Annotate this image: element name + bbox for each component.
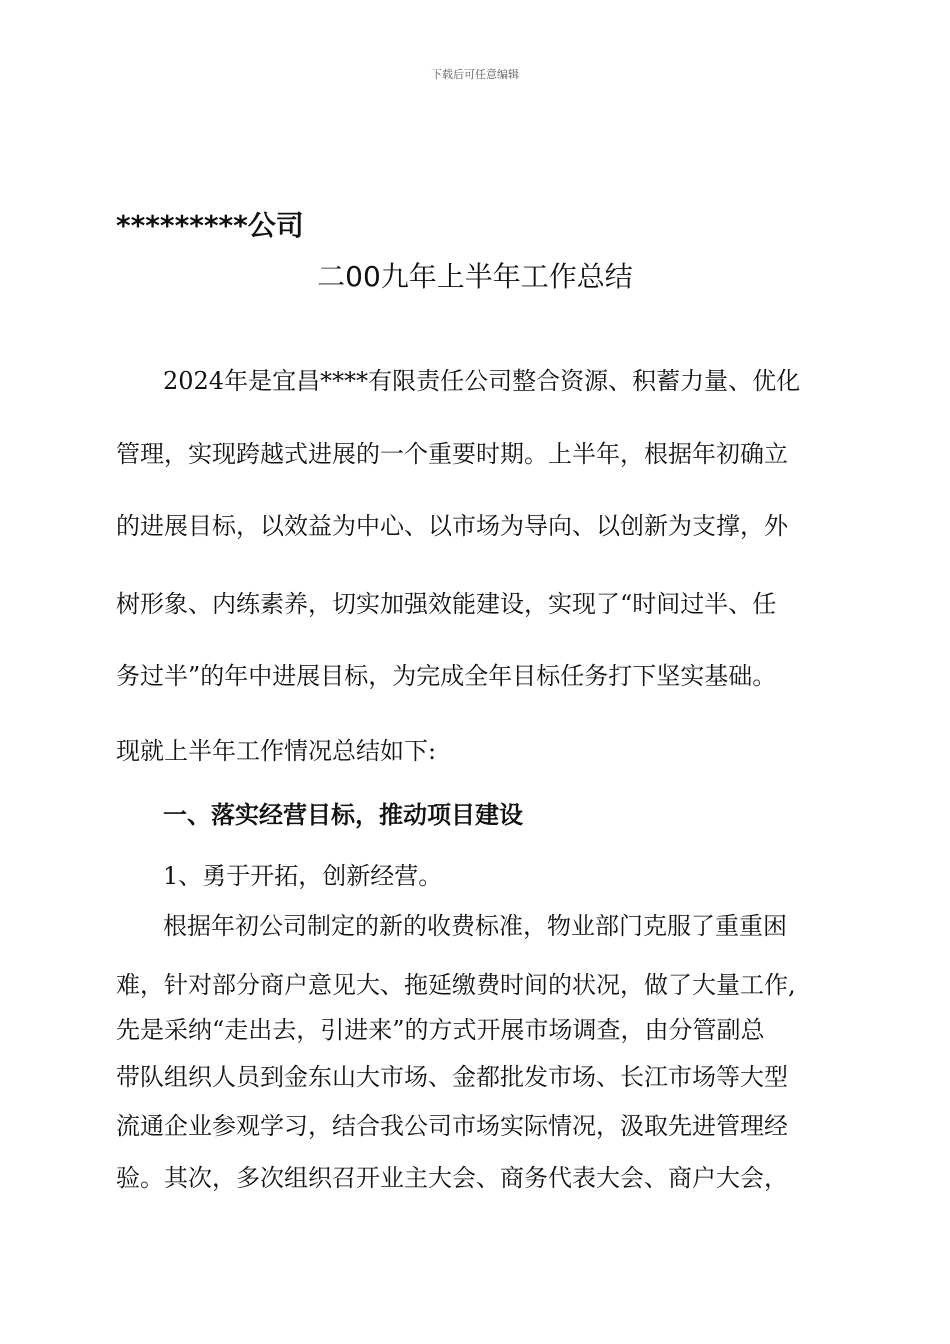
body-line: 根据年初公司制定的新的收费标准，物业部门克服了重重困 xyxy=(163,912,787,940)
body-line: 验。其次，多次组织召开业主大会、商务代表大会、商户大会， xyxy=(116,1164,788,1192)
subsection-heading: 1、勇于开拓，创新经营。 xyxy=(163,862,443,890)
intro-line: 2024年是宜昌****有限责任公司整合资源、积蓄力量、优化 xyxy=(163,367,801,395)
body-line: 难，针对部分商户意见大、拖延缴费时间的状况，做了大量工作, xyxy=(116,971,796,999)
header-note: 下载后可任意编辑 xyxy=(431,68,519,81)
document-title: 二00九年上半年工作总结 xyxy=(317,260,633,293)
company-name: *********公司 xyxy=(116,209,304,242)
body-line: 先是采纳“走出去，引进来”的方式开展市场调查，由分管副总 xyxy=(116,1016,765,1044)
intro-line: 树形象、内练素养，切实加强效能建设，实现了“时间过半、任 xyxy=(116,590,777,618)
intro-line: 务过半”的年中进展目标，为完成全年目标任务打下坚实基础。 xyxy=(116,662,777,690)
intro-line: 现就上半年工作情况总结如下: xyxy=(116,737,437,765)
body-line: 带队组织人员到金东山大市场、金都批发市场、长江市场等大型 xyxy=(116,1063,788,1091)
intro-line: 管理，实现跨越式进展的一个重要时期。上半年，根据年初确立 xyxy=(116,440,788,468)
body-line: 流通企业参观学习，结合我公司市场实际情况，汲取先进管理经 xyxy=(116,1112,788,1140)
intro-line: 的进展目标，以效益为中心、以市场为导向、以创新为支撑，外 xyxy=(116,512,788,540)
section-heading: 一、落实经营目标，推动项目建设 xyxy=(163,801,523,829)
